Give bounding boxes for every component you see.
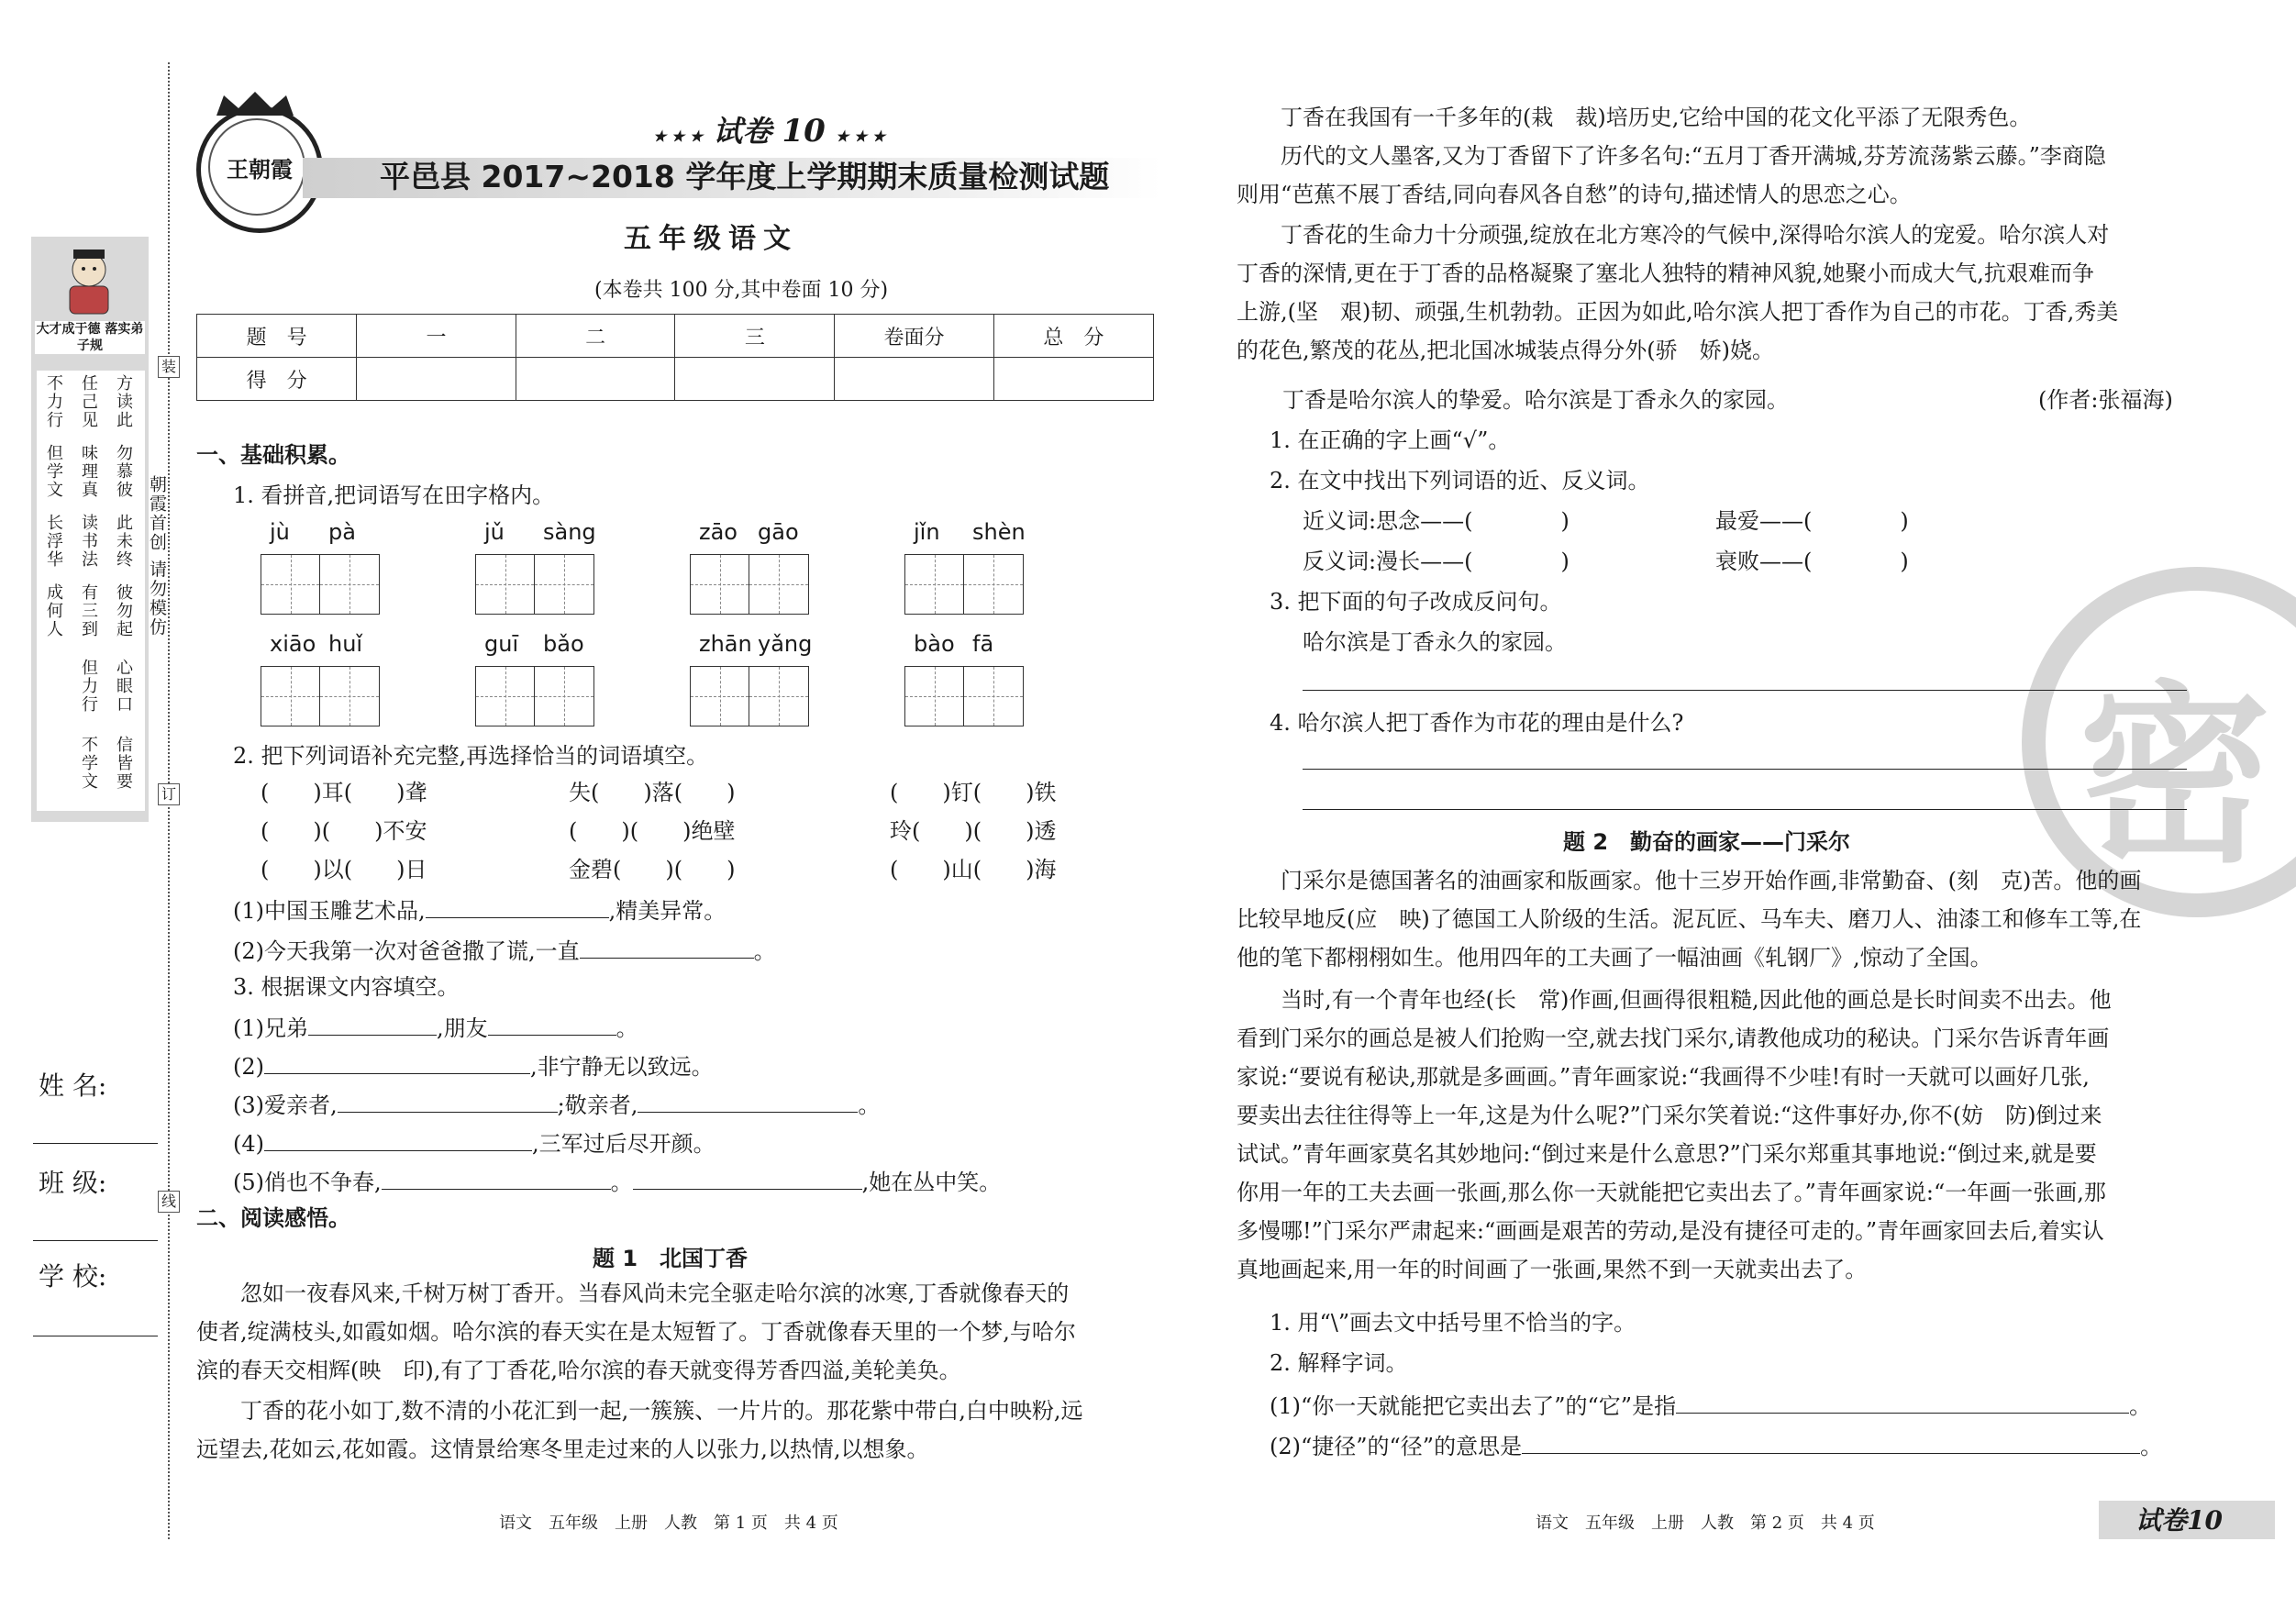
score-header: 二 <box>516 315 675 358</box>
motto-column: 心眼口 <box>114 659 133 714</box>
tianzige-cell[interactable] <box>476 555 535 614</box>
idiom-fill[interactable]: ( )山( )海 <box>890 857 1057 882</box>
paragraph-line: 试试。”青年画家莫名其妙地问:“倒过来是什么意思?”门采尔郑重其事地说:“倒过来,就是要 <box>1237 1141 2097 1167</box>
score-header: 题 号 <box>197 315 357 358</box>
score-cell[interactable] <box>835 358 994 401</box>
tianzige-cell[interactable] <box>749 667 808 726</box>
watermark-seal <box>2022 567 2296 917</box>
pinyin-label: gāo <box>758 519 799 545</box>
tianzige-cell[interactable] <box>905 667 964 726</box>
answer-blank[interactable] <box>1522 1433 2140 1454</box>
text2-title: 题 2 勤奋的画家——门采尔 <box>1563 829 1851 855</box>
badge-label: 试卷10 <box>2135 1505 2223 1536</box>
motto-column: 味理真 <box>79 444 98 499</box>
score-header: 三 <box>675 315 835 358</box>
watermark-char: 密 <box>2078 662 2271 889</box>
motto-column: 此未终 <box>114 514 133 569</box>
class-label: 班 级: <box>39 1168 107 1198</box>
t2-q1: 1. 用“\”画去文中括号里不恰当的字。 <box>1270 1310 1636 1336</box>
section1-heading: 一、基础积累。 <box>196 442 350 468</box>
score-table <box>196 314 1154 401</box>
series-label: 试卷 <box>713 114 772 149</box>
answer-blank[interactable] <box>382 1169 611 1190</box>
subject-title: 五年级语文 <box>624 223 798 255</box>
footer-right: 语文 五年级 上册 人教 第 2 页 共 4 页 <box>1536 1514 1875 1533</box>
motto-column: 读书法 <box>79 514 98 569</box>
motto-column: 长浮华 <box>44 514 63 569</box>
name-field[interactable] <box>33 1143 158 1144</box>
tianzige-cell[interactable] <box>320 667 379 726</box>
paragraph-line: 看到门采尔的画总是被人们抢购一空,就去找门采尔,请教他成功的秘诀。门采尔告诉青年画 <box>1237 1026 2110 1051</box>
tianzige-grid[interactable] <box>261 554 380 615</box>
tianzige-cell[interactable] <box>320 555 379 614</box>
answer-line[interactable] <box>1303 690 2187 691</box>
tianzige-cell[interactable] <box>261 667 320 726</box>
pinyin-label: zhān <box>699 631 752 657</box>
crown-icon <box>213 90 297 117</box>
motto-columns <box>40 374 143 811</box>
score-header: 总 分 <box>993 315 1153 358</box>
tianzige-cell[interactable] <box>749 555 808 614</box>
star-right-icon: ★ ★ ★ <box>835 128 886 145</box>
text1-title: 题 1 北国丁香 <box>593 1246 749 1271</box>
idiom-fill[interactable]: 玲( )( )透 <box>890 818 1057 844</box>
vertical-note: 朝霞首创 请勿模仿 <box>147 475 167 638</box>
tianzige-cell[interactable] <box>261 555 320 614</box>
seal-char-3: 线 <box>158 1191 180 1213</box>
answer-blank[interactable] <box>633 1169 862 1190</box>
answer-blank[interactable] <box>264 1130 532 1151</box>
motto-column: 成何人 <box>44 583 63 638</box>
q3-prompt: 3. 根据课文内容填空。 <box>233 974 460 1000</box>
pinyin-label: xiāo <box>270 631 316 657</box>
pinyin-label: yǎng <box>758 631 813 657</box>
answer-blank[interactable] <box>338 1092 558 1113</box>
pinyin-label: zāo <box>699 519 738 545</box>
idiom-fill[interactable]: ( )以( )日 <box>261 857 427 882</box>
paragraph-line: 的花色,繁茂的花丛,把北国冰城装点得分外(骄 娇)娆。 <box>1237 338 1774 363</box>
idiom-fill[interactable]: ( )钉( )铁 <box>890 780 1057 805</box>
paragraph-line: 你用一年的工夫去画一张画,那么你一天就能把它卖出去了。”青年画家说:“一年画一张画,那 <box>1237 1180 2106 1205</box>
idiom-fill[interactable]: ( )耳( )聋 <box>261 780 427 805</box>
paragraph-line: 多慢哪!”门采尔严肃起来:“画画是艰苦的劳动,是没有捷径可走的。”青年画家回去后,着实认 <box>1237 1218 2104 1244</box>
paragraph-line: 忽如一夜春风来,千树万树丁香开。当春风尚未完全驱走哈尔滨的冰寒,丁香就像春天的 <box>240 1281 1070 1306</box>
idiom-fill[interactable]: ( )( )不安 <box>261 818 427 844</box>
q3-3: (3)爱亲者, ;敬亲者, 。 <box>233 1092 881 1118</box>
school-label: 学 校: <box>39 1261 107 1292</box>
class-field[interactable] <box>33 1240 158 1241</box>
q2-prompt: 2. 把下列词语补充完整,再选择恰当的词语填空。 <box>233 743 709 769</box>
t1-q1: 1. 在正确的字上画“√”。 <box>1270 427 1511 453</box>
pinyin-label: shèn <box>972 519 1026 545</box>
motto-top: 大才成于德 落实弟子规 <box>36 322 144 353</box>
answer-line[interactable] <box>1303 769 2187 770</box>
paragraph-line: 历代的文人墨客,又为丁香留下了许多名句:“五月丁香开满城,芬芳流荡紫云藤。”李商隐 <box>1281 143 2106 169</box>
synonym-2[interactable]: 最爱——( ) <box>1715 508 1909 534</box>
answer-blank[interactable] <box>308 1015 437 1036</box>
pinyin-label: jǐn <box>914 519 940 545</box>
paragraph-line: 门采尔是德国著名的油画家和版画家。他十三岁开始作画,非常勤奋、(刻 克)苦。他的画 <box>1281 868 2142 893</box>
q2-2: (2)今天我第一次对爸爸撒了谎,一直 。 <box>233 938 776 964</box>
scholar-illustration <box>57 244 121 317</box>
answer-blank[interactable] <box>580 937 754 959</box>
tianzige-cell[interactable] <box>476 667 535 726</box>
paragraph-line: 丁香的花小如丁,数不清的小花汇到一起,一簇簇、一片片的。那花紫中带白,白中映粉,远 <box>240 1398 1083 1424</box>
answer-blank[interactable] <box>426 897 609 918</box>
motto-column: 不力行 <box>44 374 63 429</box>
tianzige-grid[interactable] <box>475 554 594 615</box>
tianzige-cell[interactable] <box>964 667 1023 726</box>
paragraph-line: 当时,有一个青年也经(长 常)作画,但画得很粗糙,因此他的画总是长时间卖不出去。他 <box>1281 987 2112 1013</box>
exam-title: 平邑县 2017~2018 学年度上学期期末质量检测试题 <box>380 159 1110 194</box>
paragraph-line: 则用“芭蕉不展丁香结,同向春风各自愁”的诗句,描述情人的思恋之心。 <box>1237 182 1912 207</box>
logo-text: 王朝霞 <box>227 156 293 183</box>
score-note: (本卷共 100 分,其中卷面 10 分) <box>594 279 889 302</box>
score-cell[interactable] <box>675 358 835 401</box>
paragraph-line: 丁香在我国有一千多年的(栽 裁)培历史,它给中国的花文化平添了无限秀色。 <box>1281 105 2032 130</box>
score-cell[interactable] <box>357 358 516 401</box>
idiom-fill[interactable]: 金碧( )( ) <box>569 857 736 882</box>
pinyin-label: bào <box>914 631 955 657</box>
q3-4: (4) ,三军过后尽开颜。 <box>233 1131 715 1157</box>
answer-line[interactable] <box>1303 809 2187 810</box>
tianzige-grid[interactable] <box>690 554 809 615</box>
paragraph-line: 上游,(坚 艰)韧、顽强,生机勃勃。正因为如此,哈尔滨人把丁香作为自己的市花。丁香,秀美 <box>1237 299 2119 325</box>
name-label: 姓 名: <box>39 1070 107 1101</box>
paragraph-line: 滨的春天交相辉(映 印),有了丁香花,哈尔滨的春天就变得芳香四溢,美轮美奂。 <box>196 1358 961 1383</box>
q1-prompt: 1. 看拼音,把词语写在田字格内。 <box>233 482 555 508</box>
paragraph-line: 家说:“要说有秘诀,那就是多画画。”青年画家说:“我画得不少哇!有时一天就可以画好几张, <box>1237 1064 2090 1090</box>
seal-char-2: 订 <box>158 783 180 805</box>
paragraph-line: 要卖出去往往得等上一年,这是为什么呢?”门采尔笑着说:“这件事好办,你不(妨 防)倒过来 <box>1237 1103 2102 1128</box>
tianzige-grid[interactable] <box>475 666 594 726</box>
answer-blank[interactable] <box>488 1015 616 1036</box>
pinyin-label: guī <box>484 631 519 657</box>
paragraph-line: 丁香的深情,更在于丁香的品格凝聚了塞北人独特的精神风貌,她聚小而成大气,抗艰难而争 <box>1237 261 2094 286</box>
paragraph-line: 真地画起来,用一年的时间画了一张画,果然不到一天就卖出去了。 <box>1237 1257 1868 1282</box>
paragraph-line: 使者,绽满枝头,如霞如烟。哈尔滨的春天实在是太短暂了。丁香就像春天里的一个梦,与哈尔 <box>196 1319 1076 1345</box>
paragraph-line: 他的笔下都栩栩如生。他用四年的工夫画了一幅油画《轧钢厂》,惊动了全国。 <box>1237 945 1992 970</box>
score-cell[interactable] <box>993 358 1153 401</box>
answer-blank[interactable] <box>264 1053 530 1074</box>
score-cell[interactable] <box>516 358 675 401</box>
motto-column: 信皆要 <box>114 736 133 791</box>
motto-column: 有三到 <box>79 583 98 638</box>
series-number: 10 <box>782 113 826 150</box>
t2-q2-2: (2)“捷径”的“径”的意思是 。 <box>1270 1434 2163 1459</box>
footer-badge <box>2099 1501 2275 1539</box>
motto-column: 但学文 <box>44 444 63 499</box>
motto-column: 勿慕彼 <box>114 444 133 499</box>
motto-column: 但力行 <box>79 659 98 714</box>
tianzige-cell[interactable] <box>691 555 749 614</box>
pinyin-label: huǐ <box>328 631 363 657</box>
score-row-label: 得 分 <box>197 358 357 401</box>
section2-heading: 二、阅读感悟。 <box>196 1205 350 1231</box>
pinyin-label: pà <box>328 519 356 545</box>
tianzige-grid[interactable] <box>261 666 380 726</box>
t2-q2: 2. 解释字词。 <box>1270 1350 1408 1376</box>
t1-q4: 4. 哈尔滨人把丁香作为市花的理由是什么? <box>1270 710 1684 736</box>
pinyin-label: bǎo <box>543 631 584 657</box>
seal-char-1: 装 <box>158 356 180 378</box>
tianzige-grid[interactable] <box>690 666 809 726</box>
motto-column: 任己见 <box>79 374 98 429</box>
tianzige-cell[interactable] <box>691 667 749 726</box>
idiom-fill[interactable]: ( )( )绝壁 <box>569 818 736 844</box>
text1-para6: 丁香是哈尔滨人的挚爱。哈尔滨是丁香永久的家园。 <box>1282 387 1789 413</box>
q3-2: (2) ,非宁静无以致远。 <box>233 1054 714 1080</box>
score-header: 卷面分 <box>835 315 994 358</box>
q3-5: (5)俏也不争春, 。 ,她在丛中笑。 <box>233 1170 1002 1195</box>
t1-q3-sentence: 哈尔滨是丁香永久的家园。 <box>1303 629 1567 655</box>
tianzige-cell[interactable] <box>535 555 593 614</box>
q3-1: (1)兄弟 ,朋友 。 <box>233 1015 638 1041</box>
tianzige-cell[interactable] <box>535 667 593 726</box>
footer-left: 语文 五年级 上册 人教 第 1 页 共 4 页 <box>499 1514 838 1533</box>
motto-column: 彼勿起 <box>114 583 133 638</box>
paragraph-line: 丁香花的生命力十分顽强,绽放在北方寒冷的气候中,深得哈尔滨人的宠爱。哈尔滨人对 <box>1281 222 2110 248</box>
tianzige-cell[interactable] <box>964 555 1023 614</box>
pinyin-label: jù <box>270 519 290 545</box>
idiom-fill[interactable]: 失( )落( ) <box>569 780 736 805</box>
t2-q2-1: (1)“你一天就能把它卖出去了”的“它”是指 。 <box>1270 1393 2152 1419</box>
answer-blank[interactable] <box>1676 1392 2129 1414</box>
pinyin-label: sàng <box>543 519 596 545</box>
motto-column: 不学文 <box>79 736 98 791</box>
paragraph-line: 比较早地反(应 映)了德国工人阶级的生活。泥瓦匠、马车夫、磨刀人、油漆工和修车工等,在 <box>1237 906 2142 932</box>
paper-number <box>653 113 886 150</box>
pinyin-label: fā <box>972 631 994 657</box>
synonym-1[interactable]: 近义词:思念——( ) <box>1303 508 1569 534</box>
antonym-2[interactable]: 衰败——( ) <box>1715 549 1909 574</box>
motto-panel <box>31 237 149 822</box>
answer-blank[interactable] <box>638 1092 858 1113</box>
star-left-icon: ★ ★ ★ <box>653 128 704 145</box>
t1-q2: 2. 在文中找出下列词语的近、反义词。 <box>1270 468 1650 494</box>
author: (作者:张福海) <box>2038 387 2173 413</box>
score-header: 一 <box>357 315 516 358</box>
q2-1: (1)中国玉雕艺术品, ,精美异常。 <box>233 898 727 924</box>
paragraph-line: 远望去,花如云,花如霞。这情景给寒冬里走过来的人以张力,以热情,以想象。 <box>196 1436 929 1462</box>
t1-q3: 3. 把下面的句子改成反问句。 <box>1270 589 1562 615</box>
motto-column: 方读此 <box>114 374 133 429</box>
tianzige-grid[interactable] <box>904 554 1024 615</box>
pinyin-label: jǔ <box>484 519 505 545</box>
antonym-1[interactable]: 反义词:漫长——( ) <box>1303 549 1569 574</box>
tianzige-grid[interactable] <box>904 666 1024 726</box>
tianzige-cell[interactable] <box>905 555 964 614</box>
